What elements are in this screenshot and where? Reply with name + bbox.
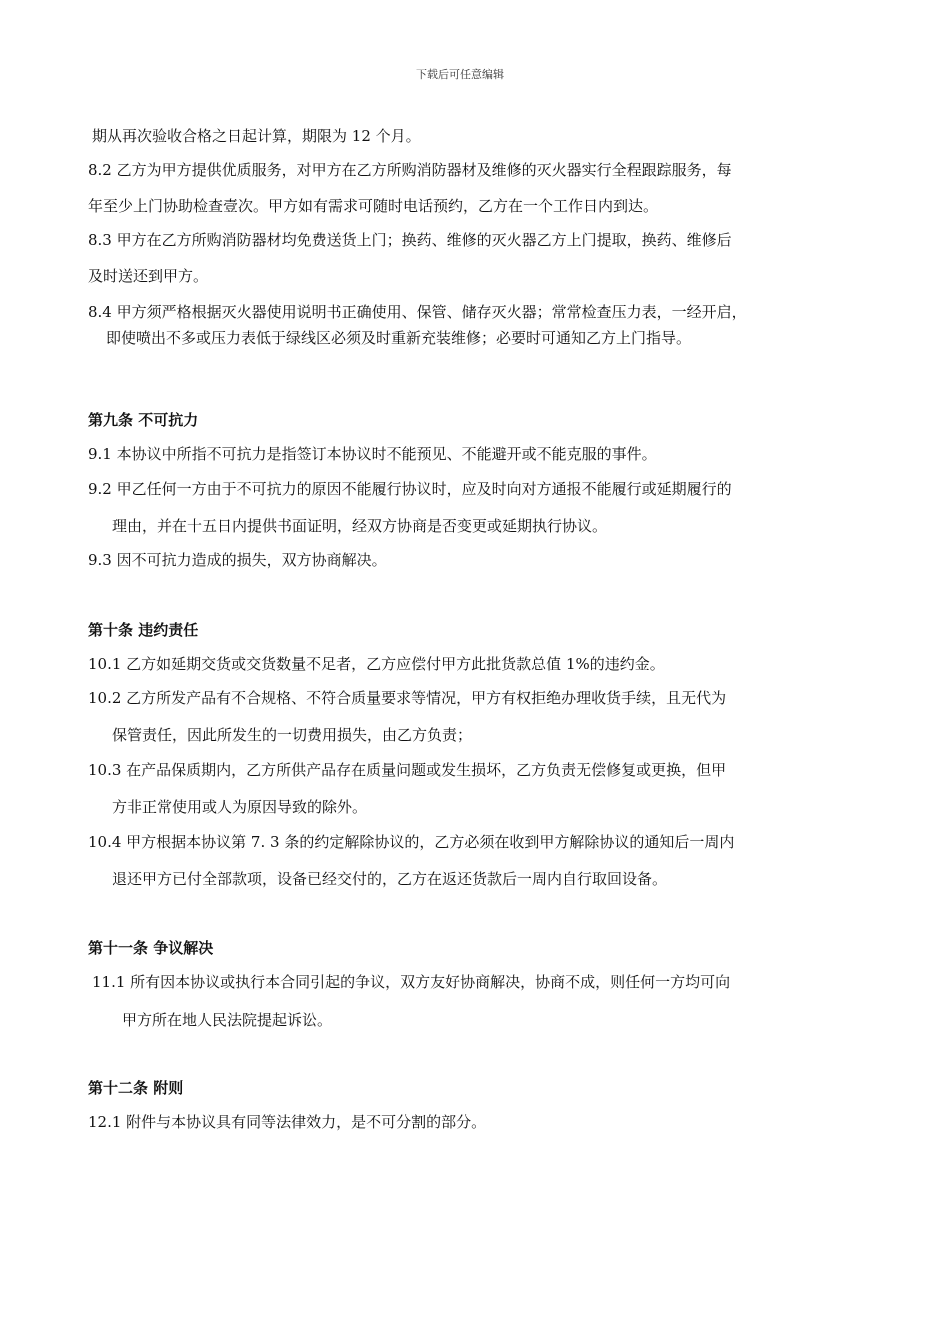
paragraph-line: 退还甲方已付全部款项，设备已经交付的，乙方在返还货款后一周内自行取回设备。: [112, 870, 668, 888]
paragraph-line: 8.4 甲方须严格根据灭火器使用说明书正确使用、保管、储存灭火器；常常检查压力表，一经开启，: [88, 303, 747, 321]
page-header: 下载后可任意编辑: [416, 68, 504, 81]
paragraph-line: 11.1 所有因本协议或执行本合同引起的争议，双方友好协商解决，协商不成，则任何一方均可向: [92, 973, 731, 991]
section-heading: 第十条 违约责任: [88, 621, 199, 639]
paragraph-line: 期从再次验收合格之日起计算，期限为 12 个月。: [92, 127, 421, 145]
paragraph-line: 理由，并在十五日内提供书面证明，经双方协商是否变更或延期执行协议。: [112, 517, 608, 535]
paragraph-line: 8.2 乙方为甲方提供优质服务，对甲方在乙方所购消防器材及维修的灭火器实行全程跟踪服务，每: [88, 161, 732, 179]
section-heading: 第十二条 附则: [88, 1079, 184, 1097]
paragraph-line: 年至少上门协助检查壹次。甲方如有需求可随时电话预约，乙方在一个工作日内到达。: [88, 197, 659, 215]
paragraph-line: 9.2 甲乙任何一方由于不可抗力的原因不能履行协议时，应及时向对方通报不能履行或延期履行的: [88, 480, 732, 498]
paragraph-line: 方非正常使用或人为原因导致的除外。: [112, 798, 368, 816]
paragraph-line: 及时送还到甲方。: [88, 267, 209, 285]
section-heading: 第十一条 争议解决: [88, 939, 214, 957]
paragraph-line: 即使喷出不多或压力表低于绿线区必须及时重新充装维修；必要时可通知乙方上门指导。: [106, 329, 692, 347]
paragraph-line: 12.1 附件与本协议具有同等法律效力，是不可分割的部分。: [88, 1113, 487, 1131]
paragraph-line: 10.4 甲方根据本协议第 7. 3 条的约定解除协议的，乙方必须在收到甲方解除协议的通知后一周内: [88, 833, 735, 851]
paragraph-line: 9.1 本协议中所指不可抗力是指签订本协议时不能预见、不能避开或不能克服的事件。: [88, 445, 657, 463]
section-heading: 第九条 不可抗力: [88, 411, 199, 429]
paragraph-line: 10.1 乙方如延期交货或交货数量不足者，乙方应偿付甲方此批货款总值 1%的违约金。: [88, 655, 665, 673]
paragraph-line: 10.3 在产品保质期内，乙方所供产品存在质量问题或发生损坏，乙方负责无偿修复或更换，但甲: [88, 761, 727, 779]
paragraph-line: 10.2 乙方所发产品有不合规格、不符合质量要求等情况，甲方有权拒绝办理收货手续，且无代为: [88, 689, 727, 707]
paragraph-line: 甲方所在地人民法院提起诉讼。: [122, 1011, 333, 1029]
paragraph-line: 保管责任，因此所发生的一切费用损失，由乙方负责；: [112, 726, 473, 744]
paragraph-line: 9.3 因不可抗力造成的损失，双方协商解决。: [88, 551, 387, 569]
paragraph-line: 8.3 甲方在乙方所购消防器材均免费送货上门；换药、维修的灭火器乙方上门提取，换药、维修后: [88, 231, 732, 249]
